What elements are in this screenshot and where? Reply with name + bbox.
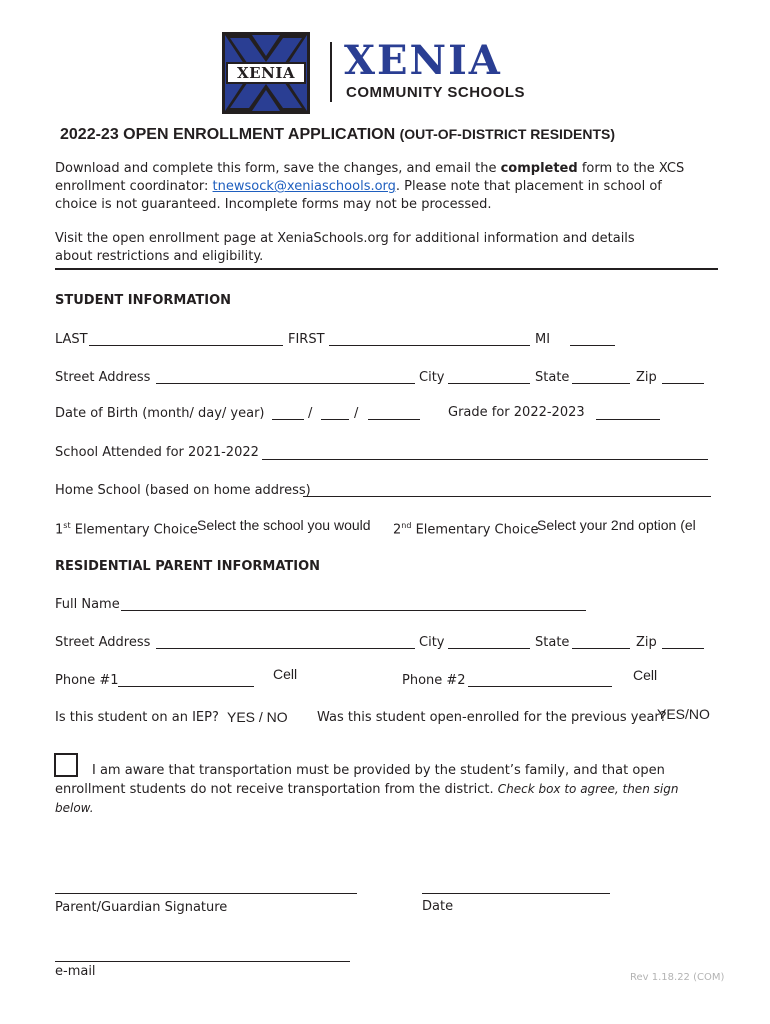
last-name-label: LAST [55,332,88,347]
parent-zip-label: Zip [636,635,657,650]
choice-2-text: Elementary Choice [411,522,539,538]
grade-field[interactable] [596,419,660,420]
full-name-field[interactable] [121,610,586,611]
phone-1-label: Phone #1 [55,673,119,688]
parent-section-heading: RESIDENTIAL PARENT INFORMATION [55,559,321,574]
signature-label: Parent/Guardian Signature [55,900,228,915]
choice-2-label [393,521,539,537]
student-state-label: State [535,370,570,385]
logo-divider [330,42,332,102]
agreement-statement: I am aware that transportation must be provided by the student’s family, and that open enrollment students do not receive transportation from the district. [55,763,665,797]
dob-year-field[interactable] [368,419,420,420]
choice-2-select[interactable]: Select your 2nd option (el [537,517,696,533]
logo-subtitle: COMMUNITY SCHOOLS [346,84,526,101]
signature-field[interactable] [55,893,357,894]
previous-enrollment-question: Was this student open-enrolled for the previous year? [317,710,667,725]
student-street-field[interactable] [156,383,415,384]
intro-text-c: . Please note that placement in school of choice is not guaranteed. Incomplete forms may not be processed. [55,179,662,212]
student-street-label: Street Address [55,370,151,385]
phone-2-label: Phone #2 [402,673,466,688]
phone-2-type-select[interactable]: Cell [633,667,658,683]
revision-note: Rev 1.18.22 (COM) [630,972,725,983]
emblem-text: XENIA [237,64,295,82]
student-zip-field[interactable] [662,383,704,384]
page-title [60,126,615,144]
agreement-instruction: Check box to agree, then sign below. [55,782,679,815]
header-divider [55,268,718,270]
logo-name: XENIA [344,37,502,84]
choice-1-sup: st [63,521,71,530]
choice-1-num: 1 [55,522,64,538]
parent-street-label: Street Address [55,635,151,650]
choice-1-select[interactable]: Select the school you would [197,517,371,533]
parent-state-label: State [535,635,570,650]
parent-zip-field[interactable] [662,648,704,649]
agreement-text [55,762,720,818]
dob-day-field[interactable] [321,419,349,420]
email-label: e-mail [55,964,96,979]
previous-enrollment-select[interactable]: YES/NO [657,706,710,722]
home-school-field[interactable] [303,496,711,497]
dob-label: Date of Birth (month/ day/ year) [55,406,265,421]
school-attended-field[interactable] [262,459,708,460]
mi-label: MI [535,332,551,347]
student-state-field[interactable] [572,383,630,384]
date-field[interactable] [422,893,610,894]
iep-question: Is this student on an IEP? [55,710,219,725]
grade-label: Grade for 2022-2023 [448,405,585,420]
full-name-label: Full Name [55,597,120,612]
first-name-field[interactable] [329,345,530,346]
last-name-field[interactable] [89,345,283,346]
school-attended-label: School Attended for 2021-2022 [55,445,259,460]
student-section-heading: STUDENT INFORMATION [55,293,232,308]
coordinator-email-link[interactable]: tnewsock@xeniaschools.org [212,179,396,194]
choice-1-text: Elementary Choice [70,522,198,538]
choice-1-label [55,521,198,537]
parent-state-field[interactable] [572,648,630,649]
phone-1-type-select[interactable]: Cell [273,666,298,682]
parent-street-field[interactable] [156,648,415,649]
title-main: 2022-23 OPEN ENROLLMENT APPLICATION [60,126,396,143]
intro-paragraph-2: Visit the open enrollment page at XeniaSchools.org for additional information and details about restrictions and eligibility. [55,231,635,264]
dob-separator-2: / [354,406,359,421]
choice-2-num: 2 [393,522,402,538]
dob-month-field[interactable] [272,419,304,420]
parent-city-field[interactable] [448,648,530,649]
date-label: Date [422,899,454,914]
choice-2-sup: nd [401,521,412,530]
first-name-label: FIRST [288,332,325,347]
mi-field[interactable] [570,345,615,346]
iep-select[interactable]: YES / NO [227,709,288,725]
email-field[interactable] [55,961,350,962]
student-zip-label: Zip [636,370,657,385]
phone-1-field[interactable] [118,686,254,687]
title-suffix: (OUT-OF-DISTRICT RESIDENTS) [399,126,616,142]
intro-text-a: Download and complete this form, save the changes, and email the [55,161,501,176]
parent-city-label: City [419,635,445,650]
dob-separator-1: / [308,406,313,421]
intro-paragraph-1 [55,160,705,214]
home-school-label: Home School (based on home address) [55,483,311,498]
intro-bold: completed [500,161,578,176]
student-city-field[interactable] [448,383,530,384]
student-city-label: City [419,370,445,385]
phone-2-field[interactable] [468,686,612,687]
intro-text-b: form to the XCS enrollment coordinator: [55,161,685,194]
